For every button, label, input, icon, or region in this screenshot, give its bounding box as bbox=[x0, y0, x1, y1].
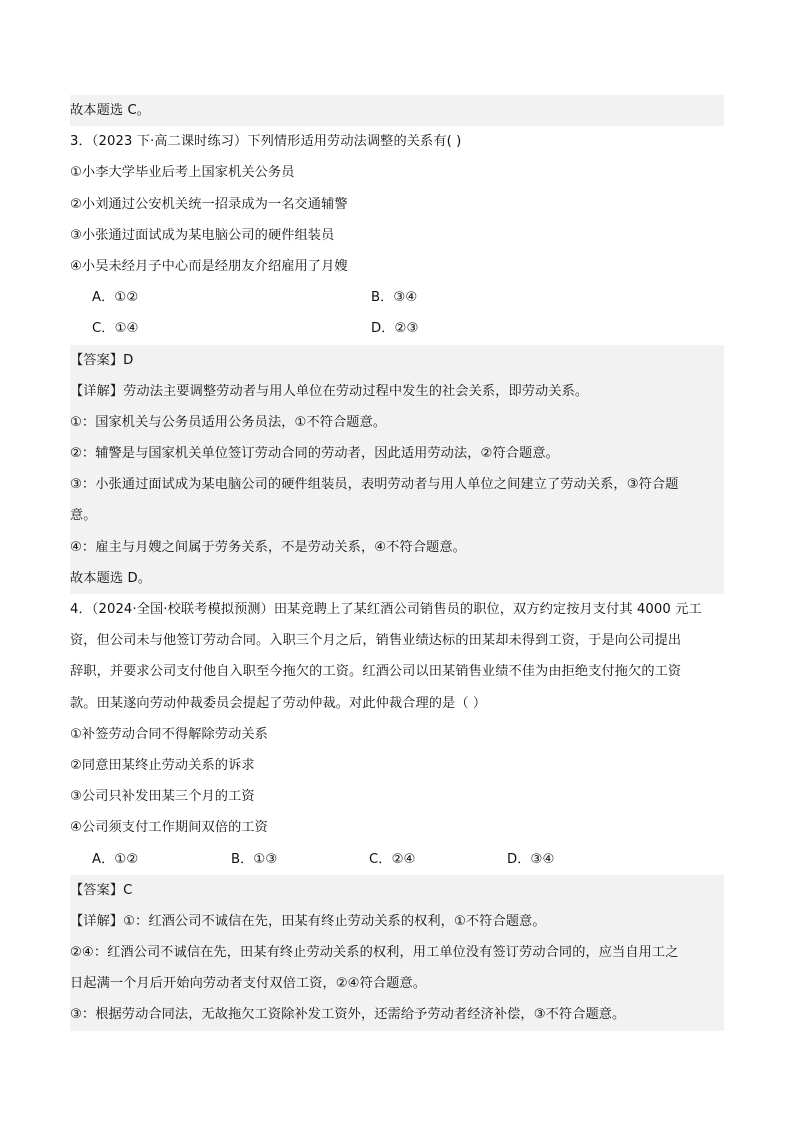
q3-item-4: ④小吴未经月子中心而是经朋友介绍雇用了月嫂 bbox=[70, 258, 348, 274]
q3-explain-3: ②：辅警是与国家机关单位签订劳动合同的劳动者，因此适用劳动法，②符合题意。 bbox=[70, 438, 724, 469]
q4-item-1: ①补签劳动合同不得解除劳动关系 bbox=[70, 726, 268, 742]
q4-option-d: D．③④ bbox=[507, 851, 555, 867]
q4-explain-3: 日起满一个月后开始向劳动者支付双倍工资，②④符合题意。 bbox=[70, 968, 724, 999]
q3-stem: 3．（2023 下·高二课时练习）下列情形适用劳动法调整的关系有( ) bbox=[70, 134, 462, 150]
q4-option-a: A．①② bbox=[92, 851, 139, 867]
q3-option-d: D．②③ bbox=[371, 321, 419, 337]
q4-stem-4: 款。田某遂向劳动仲裁委员会提起了劳动仲裁。对此仲裁合理的是（ ） bbox=[70, 695, 487, 711]
q4-explain-1: 【详解】①：红酒公司不诚信在先，田某有终止劳动关系的权利，①不符合题意。 bbox=[70, 906, 724, 937]
q3-option-c: C．①④ bbox=[92, 321, 139, 337]
q3-explain-4: ③：小张通过面试成为某电脑公司的硬件组装员，表明劳动者与用人单位之间建立了劳动关系，③符合题 bbox=[70, 469, 724, 500]
q3-explain-6: ④：雇主与月嫂之间属于劳务关系，不是劳动关系，④不符合题意。 bbox=[70, 532, 724, 563]
q4-explain-4: ③：根据劳动合同法，无故拖欠工资除补发工资外，还需给予劳动者经济补偿，③不符合题意。 bbox=[70, 999, 724, 1030]
q4-stem-3: 辞职，并要求公司支付他自入职至今拖欠的工资。红酒公司以田某销售业绩不佳为由拒绝支付拖欠的工资 bbox=[70, 664, 682, 680]
q3-item-1: ①小李大学毕业后考上国家机关公务员 bbox=[70, 165, 295, 181]
q3-explain-5: 意。 bbox=[70, 500, 724, 531]
q3-item-2: ②小刘通过公安机关统一招录成为一名交通辅警 bbox=[70, 196, 348, 212]
q4-answer: 【答案】C bbox=[70, 875, 724, 906]
q3-explain-7: 故本题选 D。 bbox=[70, 563, 724, 594]
q3-explain-1: 【详解】劳动法主要调整劳动者与用人单位在劳动过程中发生的社会关系，即劳动关系。 bbox=[70, 376, 724, 407]
q4-explain-2: ②④：红酒公司不诚信在先，田某有终止劳动关系的权利，用工单位没有签订劳动合同的，应当自用工之 bbox=[70, 937, 724, 968]
q3-options-row-2 bbox=[70, 313, 724, 344]
q4-option-b: B．①③ bbox=[231, 851, 278, 867]
q3-answer: 【答案】D bbox=[70, 345, 724, 376]
q3-item-3: ③小张通过面试成为某电脑公司的硬件组装员 bbox=[70, 227, 335, 243]
q4-stem-1: 4．（2024·全国·校联考模拟预测）田某竞聘上了某红酒公司销售员的职位，双方约定按月支付其 4000 元工 bbox=[70, 602, 702, 617]
q4-item-3: ③公司只补发田某三个月的工资 bbox=[70, 789, 255, 805]
q2-conclusion: 故本题选 C。 bbox=[70, 95, 724, 126]
q3-option-b: B．③④ bbox=[371, 290, 418, 306]
q4-item-2: ②同意田某终止劳动关系的诉求 bbox=[70, 757, 255, 773]
q4-option-c: C．②④ bbox=[369, 851, 416, 867]
page-content bbox=[70, 95, 724, 1031]
q3-options-row-1 bbox=[70, 282, 724, 313]
q4-stem-2: 资，但公司未与他签订劳动合同。入职三个月之后，销售业绩达标的田某却未得到工资，于是向公司提出 bbox=[70, 633, 682, 649]
q4-options-row bbox=[70, 844, 724, 875]
q3-explain-2: ①：国家机关与公务员适用公务员法，①不符合题意。 bbox=[70, 407, 724, 438]
q4-item-4: ④公司须支付工作期间双倍的工资 bbox=[70, 820, 268, 836]
q3-option-a: A．①② bbox=[92, 290, 139, 306]
